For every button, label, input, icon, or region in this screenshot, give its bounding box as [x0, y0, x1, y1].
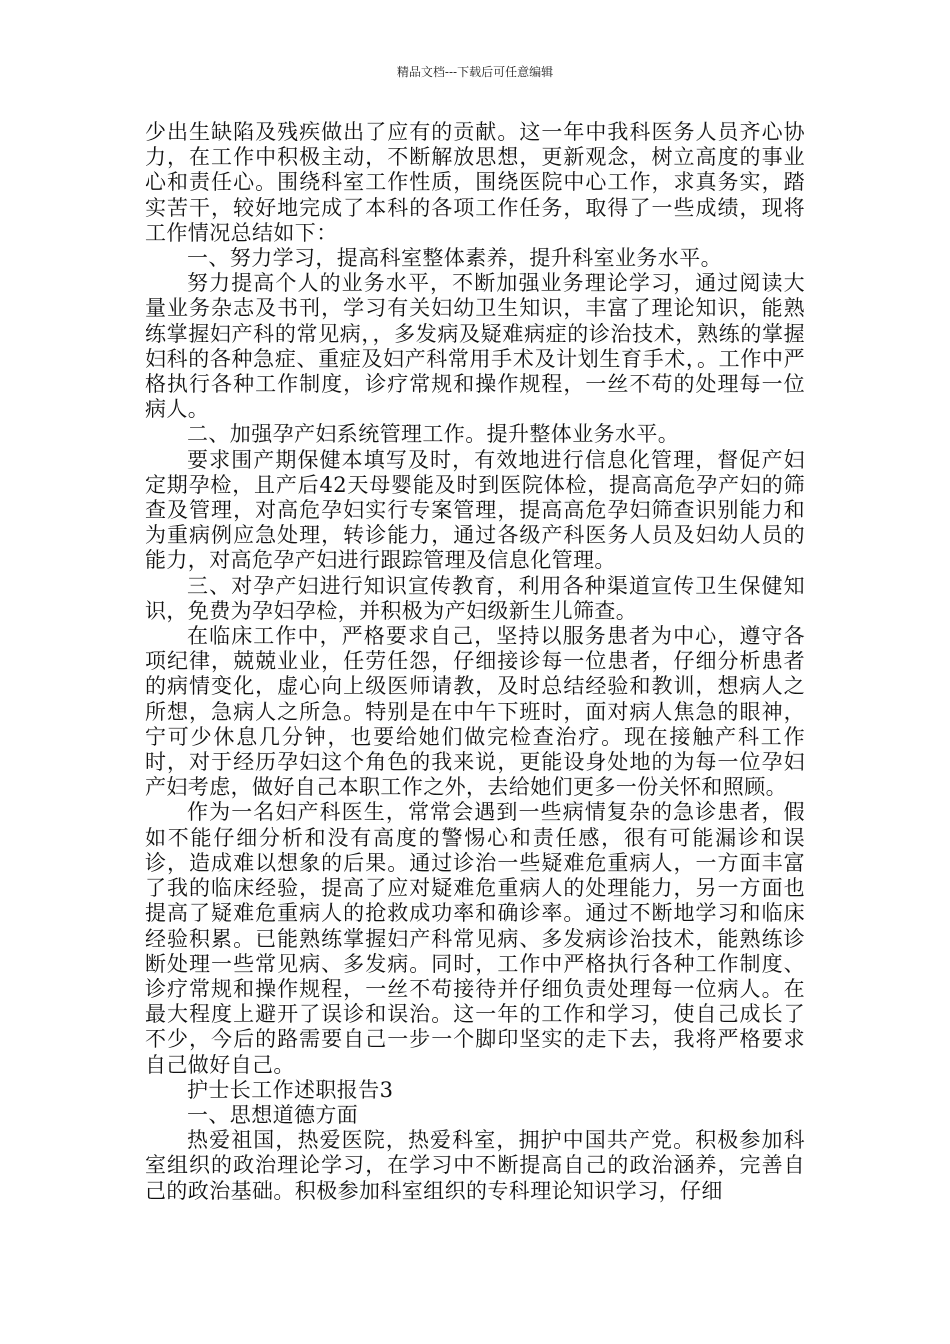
paragraph: 少出生缺陷及残疾做出了应有的贡献。这一年中我科医务人员齐心协力，在工作中积极主动，不断解放思想，更新观念，树立高度的事业心和责任心。围绕科室工作性质，围绕医院中心工作，求真务实，踏实苦干，较好地完成了本科的各项工作任务，取得了一些成绩，现将工作情况总结如下：	[145, 120, 805, 245]
paragraph: 要求围产期保健本填写及时，有效地进行信息化管理，督促产妇定期孕检，且产后42天母婴能及时到医院体检，提高高危孕产妇的筛查及管理，对高危孕妇实行专案管理，提高高危孕妇筛查识别能力和为重病例应急处理，转诊能力，通过各级产科医务人员及妇幼人员的能力，对高危孕产妇进行跟踪管理及信息化管理。	[145, 447, 805, 573]
page-header: 精品文档---下载后可任意编辑	[396, 65, 554, 79]
paragraph: 努力提高个人的业务水平，不断加强业务理论学习，通过阅读大量业务杂志及书刊，学习有关妇幼卫生知识，丰富了理论知识，能熟练掌握妇产科的常见病，，多发病及疑难病症的诊治技术，熟练的掌握妇科的各种急症、重症及妇产科常用手术及计划生育手术，。工作中严格执行各种工作制度，诊疗常规和操作规程，一丝不苟的处理每一位病人。	[145, 271, 805, 422]
section-heading: 二、加强孕产妇系统管理工作。提升整体业务水平。	[187, 422, 680, 447]
section-heading: 一、努力学习，提高科室整体素养，提升科室业务水平。	[187, 246, 722, 271]
paragraph: 热爱祖国，热爱医院，热爱科室，拥护中国共产党。积极参加科室组织的政治理论学习，在学习中不断提高自己的政治涵养，完善自己的政治基础。积极参加科室组织的专科理论知识学习，仔细	[145, 1128, 805, 1203]
paragraph: 作为一名妇产科医生，常常会遇到一些病情复杂的急诊患者，假如不能仔细分析和没有高度的警惕心和责任感，很有可能漏诊和误诊，造成难以想象的后果。通过诊治一些疑难危重病人，一方面丰富了我的临床经验，提高了应对疑难危重病人的处理能力，另一方面也提高了疑难危重病人的抢救成功率和确诊率。通过不断地学习和临床经验积累。已能熟练掌握妇产科常见病、多发病诊治技术，能熟练诊断处理一些常见病、多发病。同时，工作中严格执行各种工作制度、诊疗常规和操作规程，一丝不苟接待并仔细负责处理每一位病人。在最大程度上避开了误诊和误治。这一年的工作和学习，使自己成长了不少，今后的路需要自己一步一个脚印坚实的走下去，我将严格要求自己做好自己。	[145, 800, 805, 1077]
section-heading: 一、思想道德方面	[187, 1102, 359, 1127]
document-body	[145, 120, 805, 1204]
paragraph: 三、对孕产妇进行知识宣传教育，利用各种渠道宣传卫生保健知识，免费为孕妇孕检，并积极为产妇级新生儿筛查。	[145, 573, 805, 623]
paragraph: 在临床工作中，严格要求自己，坚持以服务患者为中心，遵守各项纪律，兢兢业业，任劳任怨，仔细接诊每一位患者，仔细分析患者的病情变化，虚心向上级医师请教，及时总结经验和教训，想病人之所想，急病人之所急。特别是在中午下班时，面对病人焦急的眼神，宁可少休息几分钟，也要给她们做完检查治疗。现在接触产科工作时，对于经历孕妇这个角色的我来说，更能设身处地的为每一位孕妇产妇考虑，做好自己本职工作之外，去给她们更多一份关怀和照顾。	[145, 624, 805, 800]
report-title: 护士长工作述职报告3	[187, 1077, 394, 1102]
